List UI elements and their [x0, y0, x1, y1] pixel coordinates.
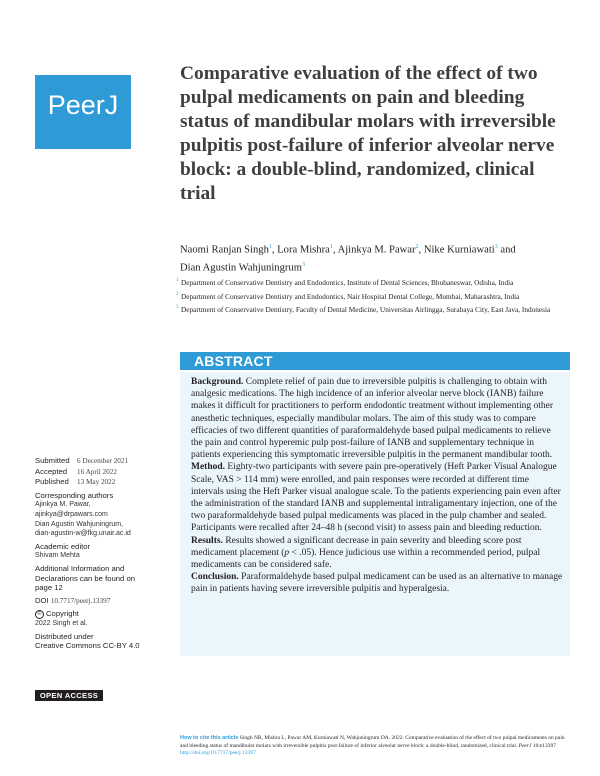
abstract-heading: ABSTRACT: [194, 353, 273, 369]
additional-info-line: Declarations can be found on: [35, 573, 136, 583]
author-sep: ,: [418, 244, 424, 256]
author-affil-sup: 3: [494, 244, 498, 250]
accepted-date: 16 April 2022: [77, 467, 117, 476]
author-sep: and: [497, 244, 516, 256]
author-list: [180, 240, 580, 275]
author-affil-sup: 1: [329, 244, 333, 250]
how-to-cite-text: Singh NR, Mishra L, Pawar AM, Kurniawati N, Wahjuningrum DA. 2022. Comparative evaluation of the effect of two pulpal medicaments on pain and bleeding status of mandibular molars with irreversible pulpitis post-failure of inferior alveolar nerve block: a double-blind, randomized, clinical trial.: [180, 735, 565, 749]
additional-info-line: page 12: [35, 583, 63, 593]
abstract-results-label: Results.: [191, 535, 223, 546]
affiliation: [176, 278, 576, 288]
copyright-icon: ©: [35, 610, 44, 619]
published-row: [35, 477, 175, 488]
corresponding-name: Dian Agustin Wahjuningrum,: [35, 520, 124, 528]
abstract-results-text-end: < .05). Hence judicious use within a recommended period, pulpal medicaments can be considered safe.: [191, 547, 541, 571]
abstract-results: [191, 535, 563, 572]
peerj-logo-text: PeerJ: [47, 90, 119, 120]
abstract-conclusion: [191, 571, 563, 595]
author-name[interactable]: Naomi Ranjan Singh: [180, 244, 269, 256]
affiliation: [176, 305, 576, 315]
article-title: Comparative evaluation of the effect of two pulpal medicaments on pain and bleeding status of mandibular molars with irreversible pulpitis post-failure of inferior alveolar nerve block: a double-blind, randomized, clinical trial: [180, 63, 556, 204]
editor-label: Academic editor: [35, 541, 91, 551]
affiliation-text: Department of Conservative Dentistry and Endodontics, Institute of Dental Sciences, Bhubaneswar, Odisha, India: [181, 278, 514, 287]
author-name[interactable]: Ajinkya M. Pawar: [337, 244, 416, 256]
license-block: [35, 632, 175, 651]
peerj-logo: [35, 75, 131, 149]
published-date: 13 May 2022: [77, 478, 116, 487]
submitted-label: Submitted: [35, 456, 70, 465]
article-sidebar: [35, 456, 175, 651]
corresponding-email-link[interactable]: dian-agustin-w@fkg.unair.ac.id: [35, 530, 131, 538]
copyright-holder: 2022 Singh et al.: [35, 619, 88, 627]
abstract-results-p: p: [284, 547, 290, 558]
citation-journal: PeerJ: [518, 742, 532, 749]
citation-doi-link[interactable]: http://doi.org/10.7717/peerj.13397: [180, 750, 256, 756]
affiliation-text: Department of Conservative Dentistry and Endodontics, Nair Hospital Dental College, Mumbai, Maharashtra, India: [181, 291, 520, 301]
abstract-background-label: Background.: [191, 377, 244, 387]
affiliation-number: 3: [176, 305, 179, 311]
published-label: Published: [35, 477, 69, 487]
license-link[interactable]: Creative Commons CC-BY 4.0: [35, 641, 140, 651]
author-sep: ,: [332, 244, 338, 256]
corresponding-block: [35, 491, 175, 539]
abstract-conclusion-label: Conclusion.: [191, 572, 239, 583]
additional-info-line: Additional Information and: [35, 563, 125, 573]
abstract-text: [191, 376, 563, 596]
how-to-cite-label: How to cite this article: [180, 735, 239, 741]
open-access-badge: OPEN ACCESS: [35, 690, 103, 701]
submitted-date: 6 December 2021: [77, 457, 129, 465]
author-name[interactable]: Nike Kurniawati: [423, 244, 495, 256]
abstract-method: [191, 461, 563, 534]
abstract-method-text: Eighty-two participants with severe pain pre-operatively (Heft Parker Visual Analogue Scale, VAS > 114 mm) were enrolled, and pain responses were recorded at different time intervals using the Heft Parker visual analogue scale. To the patients experiencing pain even after the administration of the standard IANB and supplemental intraligamentary injection, one of the two paraformaldehyde based pulpal medicaments was placed in the pulp chamber and sealed. Participants were recalled after 24–48 h (second visit) to assess pain and bleeding reduction.: [191, 462, 561, 534]
additional-info-link[interactable]: [35, 564, 175, 593]
abstract-header: [180, 352, 570, 370]
accepted-row: [35, 467, 175, 478]
affiliation: [176, 292, 576, 302]
accepted-label: Accepted: [35, 466, 68, 476]
author-affil-sup: 1: [268, 244, 272, 250]
copyright-block: [35, 609, 175, 628]
affiliation-number: 1: [176, 278, 179, 283]
submitted-row: [35, 456, 175, 467]
copyright-label: Copyright: [46, 609, 79, 619]
editor-block: [35, 542, 175, 561]
doi-link[interactable]: 10.7717/peerj.13397: [50, 596, 111, 605]
citation-article: :e13397: [538, 742, 557, 749]
editor-name: Shivam Mehta: [35, 552, 80, 560]
corresponding-label: Corresponding authors: [35, 490, 114, 500]
abstract-background: [191, 376, 563, 461]
doi-row: [35, 596, 175, 607]
abstract-conclusion-text: Paraformaldehyde based pulpal medicament can be used as an alternative to manage pain in patients having severe irreversible pulpitis and hyperalgesia.: [191, 572, 563, 595]
author-affil-sup: 2: [415, 244, 419, 250]
how-to-cite: [180, 735, 572, 758]
affiliation-text: Department of Conservative Dentistry, Faculty of Dental Medicine, Universitas Airlingga, Surabaya City, East Java, Indonesia: [181, 305, 551, 315]
author-name[interactable]: Lora Mishra: [277, 244, 330, 256]
author-name[interactable]: Dian Agustin Wahjuningrum: [180, 262, 302, 274]
abstract-results-text: Results showed a significant decrease in pain severity and bleeding score post medicament placement (: [191, 535, 522, 558]
abstract-background-text: Complete relief of pain due to irreversible pulpitis is challenging to obtain with analgesic medications. The high incidence of an inferior alveolar nerve block (IANB) failure makes it difficult for practitioners to perform endodontic treatment without implementing other anesthetic techniques, especially mandibular molars. The aim of this study was to compare efficacies of two different quantities of paraformaldehyde based pulpal medicaments to relieve the pain and control hyperemic pulp post-failure of IANB and supplementary technique in patients experiencing this symptomatic irreversible pulpitis in the permanent mandibular tooth.: [191, 377, 554, 461]
corresponding-email-link[interactable]: ajinkya@drpawars.com: [35, 510, 108, 518]
affiliation-list: [176, 278, 576, 319]
citation-volume: 10: [532, 742, 539, 749]
doi-label: DOI: [35, 595, 49, 605]
abstract-method-label: Method.: [191, 462, 226, 473]
author-affil-sup: 3: [301, 261, 305, 268]
author-sep: ,: [271, 244, 278, 256]
affiliation-number: 2: [176, 291, 179, 297]
corresponding-name: Ajinkya M. Pawar,: [35, 501, 91, 509]
license-line: Distributed under: [35, 631, 94, 641]
